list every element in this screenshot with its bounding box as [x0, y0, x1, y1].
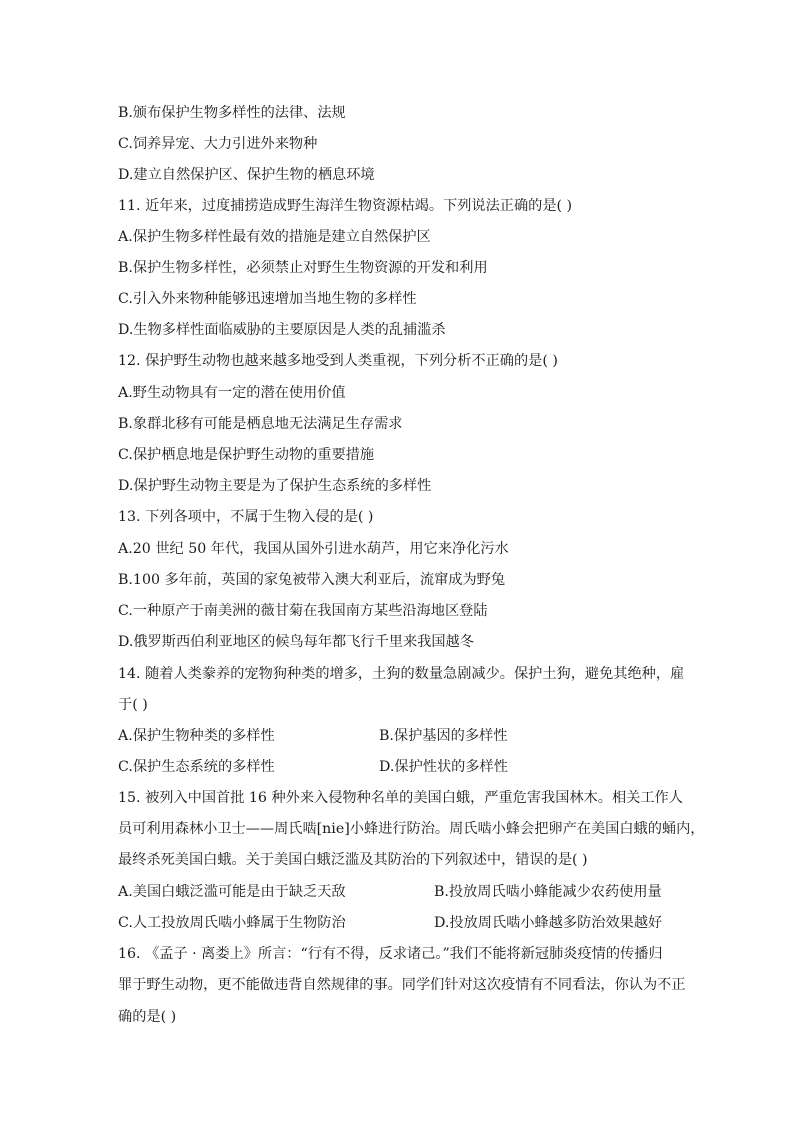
- q12-option-c: C.保护栖息地是保护野生动物的重要措施: [118, 447, 375, 463]
- q15-option-c: C.人工投放周氏啮小蜂属于生物防治: [118, 915, 346, 931]
- q15-stem-line3: 最终杀死美国白蛾。关于美国白蛾泛滥及其防治的下列叙述中，错误的是( ): [118, 852, 588, 868]
- q15-stem-line1: 15. 被列入中国首批 16 种外来入侵物种名单的美国白蛾，严重危害我国林木。相关工作人: [118, 790, 683, 806]
- q11-option-d: D.生物多样性面临威胁的主要原因是人类的乱捕滥杀: [118, 322, 446, 338]
- q15-option-a: A.美国白蛾泛滥可能是由于缺乏天敌: [118, 884, 346, 900]
- q12-option-d: D.保护野生动物主要是为了保护生态系统的多样性: [118, 478, 432, 494]
- q11-stem: 11. 近年来，过度捕捞造成野生海洋生物资源枯竭。下列说法正确的是( ): [118, 198, 573, 214]
- q10-option-d: D.建立自然保护区、保护生物的栖息环境: [118, 167, 375, 183]
- q15-option-b: B.投放周氏啮小蜂能减少农药使用量: [434, 884, 662, 900]
- q14-option-c: C.保护生态系统的多样性: [118, 759, 275, 775]
- q15-option-d: D.投放周氏啮小蜂越多防治效果越好: [434, 915, 663, 931]
- q12-stem: 12. 保护野生动物也越来越多地受到人类重视，下列分析不正确的是( ): [118, 353, 558, 369]
- q14-option-b: B.保护基因的多样性: [379, 728, 508, 744]
- q16-stem-line1: 16. 《孟子 · 离娄上》所言：“行有不得，反求诸己。”我们不能将新冠肺炎疫情的传播归: [118, 946, 663, 962]
- q10-option-b: B.颁布保护生物多样性的法律、法规: [118, 105, 346, 121]
- q13-option-d: D.俄罗斯西伯利亚地区的候鸟每年都飞行千里来我国越冬: [118, 634, 474, 650]
- q14-option-d: D.保护性状的多样性: [379, 759, 508, 775]
- q11-option-b: B.保护生物多样性，必须禁止对野生生物资源的开发和利用: [118, 260, 488, 276]
- q13-option-b: B.100 多年前，英国的家兔被带入澳大利亚后，流窜成为野兔: [118, 572, 506, 588]
- q10-option-c: C.饲养异宠、大力引进外来物种: [118, 136, 318, 152]
- q13-stem: 13. 下列各项中，不属于生物入侵的是( ): [118, 509, 374, 525]
- q14-stem-line1: 14. 随着人类豢养的宠物狗种类的增多，土狗的数量急剧减少。保护土狗，避免其绝种，雇: [118, 666, 685, 682]
- q11-option-a: A.保护生物多样性最有效的措施是建立自然保护区: [118, 229, 431, 245]
- q16-stem-line2: 罪于野生动物，更不能做违背自然规律的事。同学们针对这次疫情有不同看法，你认为不正: [118, 977, 686, 993]
- q12-option-b: B.象群北移有可能是栖息地无法满足生存需求: [118, 416, 403, 432]
- q13-option-c: C.一种原产于南美洲的薇甘菊在我国南方某些沿海地区登陆: [118, 603, 488, 619]
- q14-option-a: A.保护生物种类的多样性: [118, 728, 275, 744]
- q15-stem-line2: 员可利用森林小卫士——周氏啮[nie]小蜂进行防治。周氏啮小蜂会把卵产在美国白蛾的蛹内，: [118, 821, 705, 837]
- q11-option-c: C.引入外来物种能够迅速增加当地生物的多样性: [118, 291, 417, 307]
- q13-option-a: A.20 世纪 50 年代，我国从国外引进水葫芦，用它来净化污水: [118, 541, 509, 557]
- q16-stem-line3: 确的是( ): [118, 1009, 177, 1025]
- q14-stem-line2: 于( ): [118, 697, 148, 713]
- q12-option-a: A.野生动物具有一定的潜在使用价值: [118, 385, 346, 401]
